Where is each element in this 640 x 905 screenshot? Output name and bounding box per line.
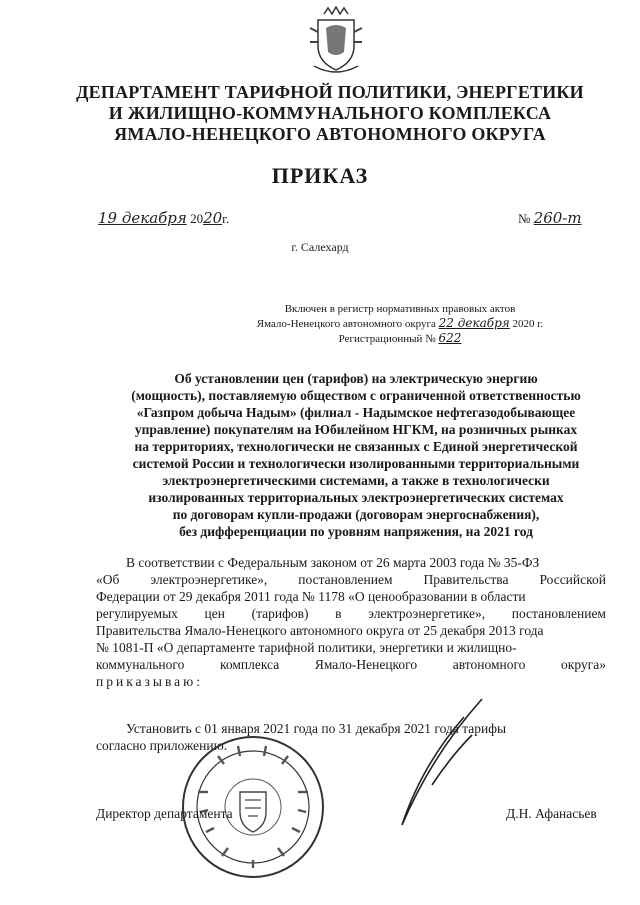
body-word: постановлением xyxy=(298,572,393,587)
body-line-1: В соответствии с Федеральным законом от 26 марта 2003 года № 35-ФЗ xyxy=(126,555,540,570)
signature-icon xyxy=(372,695,492,835)
body-word: электроэнергетике», xyxy=(368,606,486,621)
department-line-1: ДЕПАРТАМЕНТ ТАРИФНОЙ ПОЛИТИКИ, ЭНЕРГЕТИКИ xyxy=(76,82,584,102)
date-year-label: г. xyxy=(222,211,230,226)
body-line-5: Правительства Ямало-Ненецкого автономного округа от 25 декабря 2013 года xyxy=(96,623,544,638)
body-line-7 xyxy=(96,656,606,673)
body-word: регулируемых xyxy=(96,606,178,621)
registration-line-1: Включен в регистр нормативных правовых актов xyxy=(284,303,516,315)
date-year-prefix: 20 xyxy=(190,211,204,226)
order-subject xyxy=(92,370,620,540)
order-body xyxy=(96,554,606,690)
order-number xyxy=(518,209,582,227)
body-word: «Об xyxy=(96,572,120,587)
subject-line: изолированных территориальных электроэнергетических системах xyxy=(148,490,564,505)
body-line-3: Федерации от 29 декабря 2011 года № 1178 «О ценообразовании в области xyxy=(96,589,526,604)
directive-line-1: Установить с 01 января 2021 года по 31 декабря 2021 года тарифы xyxy=(126,721,507,736)
registration-line-2 xyxy=(180,316,620,331)
body-word: в xyxy=(335,606,342,621)
subject-line: «Газпром добыча Надым» (филиал - Надымское нефтегазодобывающее xyxy=(136,405,576,420)
subject-line: управление) покупателям на Юбилейном НГКМ, на розничных рынках xyxy=(134,422,578,437)
body-word: Российской xyxy=(539,572,606,587)
subject-line: (мощность), поставляемую обществом с ограниченной ответственностью xyxy=(131,388,581,403)
yamal-coat-of-arms-icon xyxy=(298,6,374,78)
registration-date: 22 декабря xyxy=(438,316,510,330)
body-line-6: № 1081-П «О департаменте тарифной политики, энергетики и жилищно- xyxy=(96,640,517,655)
registration-year: 2020 г. xyxy=(512,318,544,330)
body-word: (тарифов) xyxy=(251,606,309,621)
body-word: Ямало-Ненецкого xyxy=(314,657,418,672)
director-name: Д.Н. Афанасьев xyxy=(506,806,597,821)
subject-line: Об установлении цен (тарифов) на электрическую энергию xyxy=(174,371,538,386)
body-word: комплекса xyxy=(219,657,280,672)
date-handwritten: 19 декабря xyxy=(98,209,187,227)
number-label: № xyxy=(518,211,531,226)
department-line-3: ЯМАЛО-НЕНЕЦКОГО АВТОНОМНОГО ОКРУГА xyxy=(114,124,546,144)
subject-line: по договорам купли-продажи (договорам энергоснабжения), xyxy=(172,507,540,522)
body-word: Правительства xyxy=(423,572,509,587)
department-line-2: И ЖИЛИЩНО-КОММУНАЛЬНОГО КОМПЛЕКСА xyxy=(108,103,552,123)
registration-line-3 xyxy=(180,331,620,346)
subject-line: на территориях, технологически не связанных с Единой энергетической xyxy=(134,439,578,454)
body-line-2 xyxy=(96,571,606,588)
registration-stamp xyxy=(180,302,620,346)
registration-number-label: Регистрационный № xyxy=(338,333,436,345)
order-date xyxy=(98,209,229,227)
body-word: коммунального xyxy=(96,657,185,672)
subject-line: электроэнергетическими системами, а также в технологически xyxy=(162,473,550,488)
registration-region: Ямало-Ненецкого автономного округа xyxy=(256,318,436,330)
body-word: автономного xyxy=(452,657,526,672)
body-word: округа» xyxy=(561,657,606,672)
body-line-4 xyxy=(96,605,606,622)
date-year-suffix: 20 xyxy=(203,209,223,227)
subject-line: системой России и технологически изолированными территориальными xyxy=(132,456,580,471)
city: г. Салехард xyxy=(291,240,349,254)
number-value: 260-т xyxy=(533,209,582,227)
directive-line-2: согласно приложению. xyxy=(96,738,228,753)
subject-line: без дифференциации по уровням напряжения, на 2021 год xyxy=(179,524,533,539)
department-title xyxy=(70,82,590,145)
registration-number: 622 xyxy=(438,331,462,345)
body-word: электроэнергетике», xyxy=(150,572,268,587)
order-title: ПРИКАЗ xyxy=(271,163,369,188)
decree-word: приказываю: xyxy=(96,674,203,689)
order-directive xyxy=(96,720,606,754)
body-word: постановлением xyxy=(511,606,606,621)
body-word: цен xyxy=(204,606,225,621)
director-position: Директор департамента xyxy=(96,806,233,821)
